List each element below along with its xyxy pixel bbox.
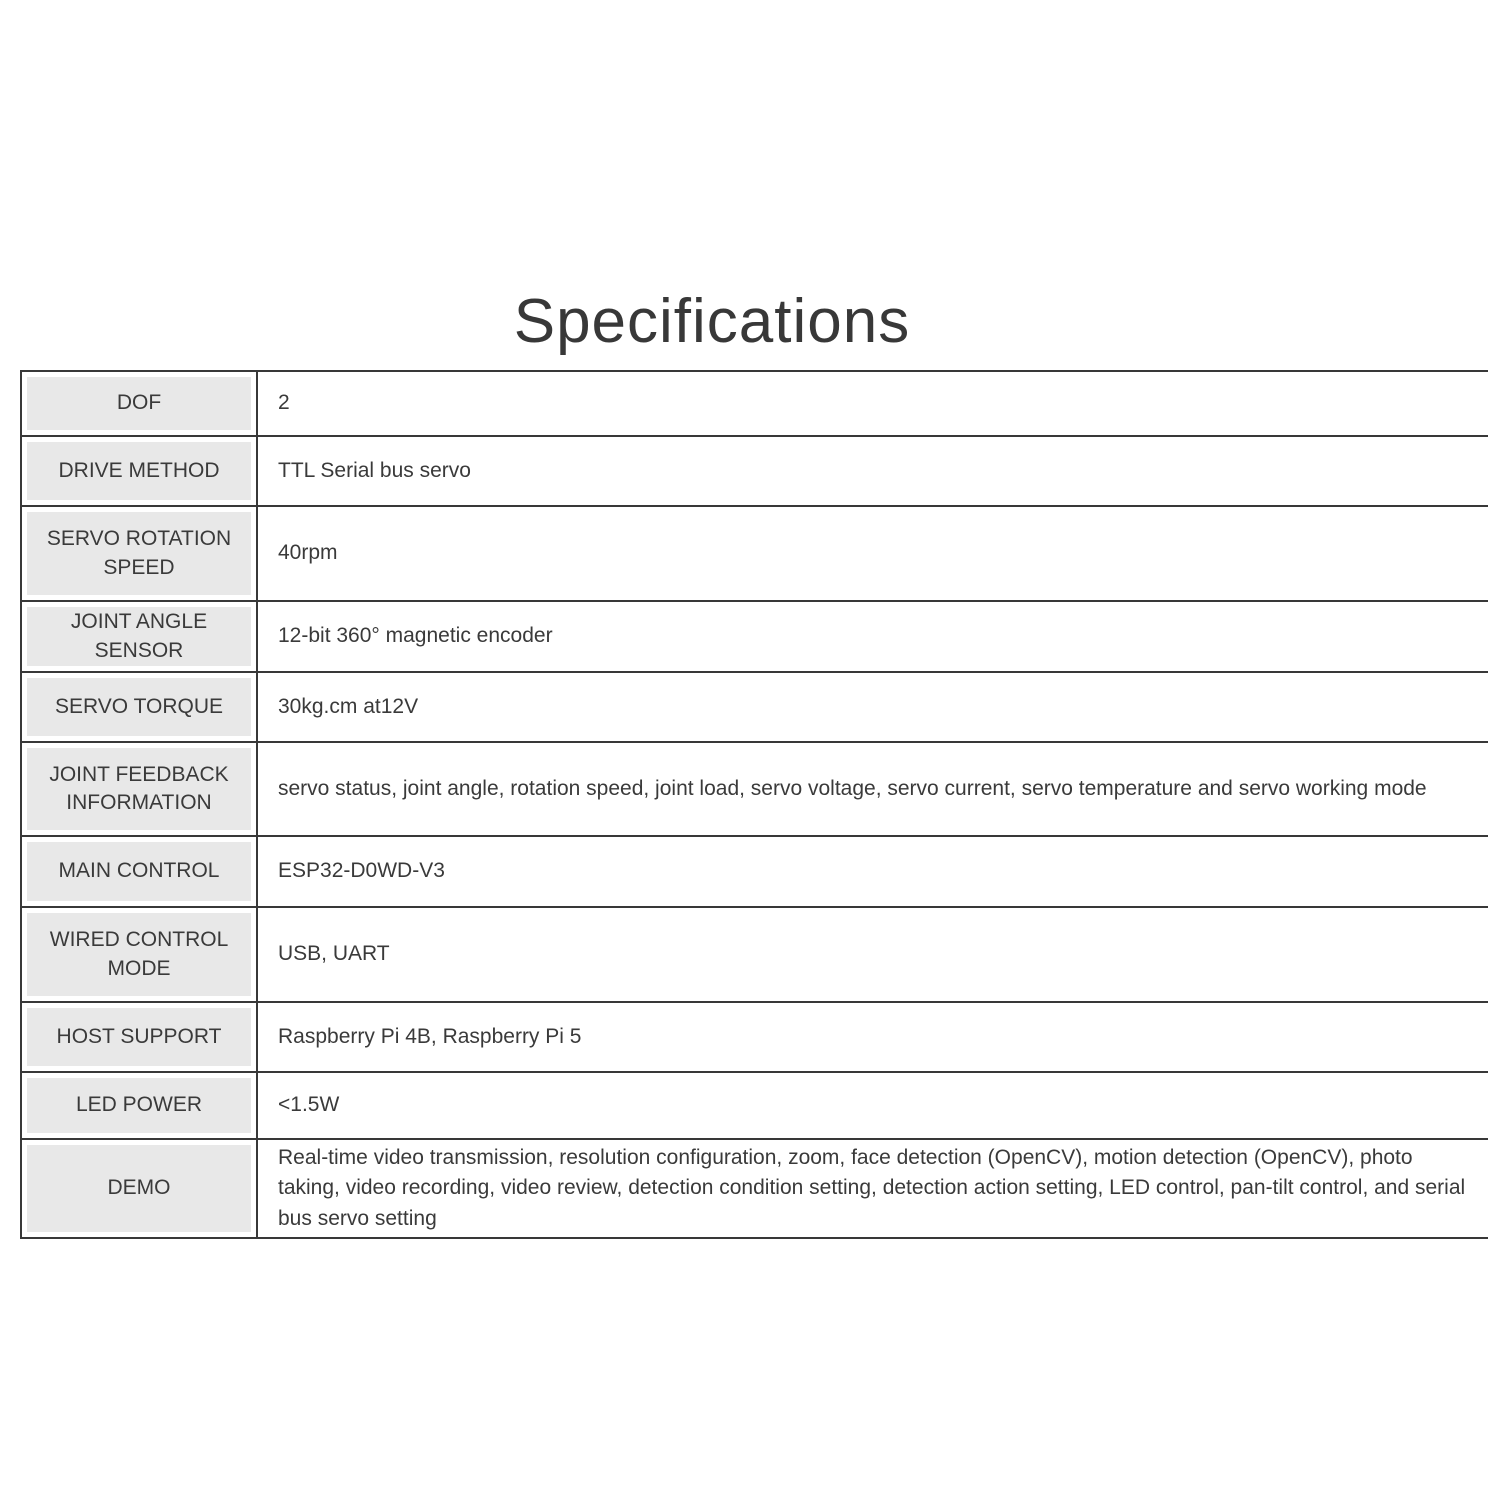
spec-label-cell: [22, 437, 258, 505]
table-row-drive-method: [22, 437, 1488, 507]
table-row-led-power: [22, 1073, 1488, 1140]
spec-label-cell: [22, 908, 258, 1001]
table-row-host-support: [22, 1003, 1488, 1073]
table-row-main-control: [22, 837, 1488, 908]
spec-label-cell: [22, 837, 258, 906]
spec-label-cell: [22, 1003, 258, 1071]
spec-label: SERVO ROTATION SPEED: [27, 512, 251, 595]
spec-value: <1.5W: [278, 1093, 340, 1117]
spec-value: TTL Serial bus servo: [278, 458, 471, 482]
spec-label: JOINT FEEDBACK INFORMATION: [27, 748, 251, 830]
spec-label: DEMO: [27, 1145, 251, 1232]
spec-value: 2: [278, 391, 290, 415]
table-row-joint-feedback-information: [22, 743, 1488, 837]
spec-value: 40rpm: [278, 541, 338, 565]
spec-label-cell: [22, 673, 258, 741]
spec-value: servo status, joint angle, rotation speed, joint load, servo voltage, servo current, servo temperature and servo working mode: [278, 776, 1427, 800]
spec-value: USB, UART: [278, 942, 390, 966]
table-row-demo: [22, 1140, 1488, 1237]
spec-label: DOF: [27, 377, 251, 430]
table-row-servo-rotation-speed: [22, 507, 1488, 602]
spec-label-cell: [22, 602, 258, 671]
spec-label: WIRED CONTROL MODE: [27, 913, 251, 996]
spec-label: DRIVE METHOD: [27, 442, 251, 500]
table-row-dof: [22, 372, 1488, 437]
spec-value: 12-bit 360° magnetic encoder: [278, 624, 553, 648]
spec-label: JOINT ANGLE SENSOR: [27, 607, 251, 666]
spec-value: 30kg.cm at12V: [278, 694, 419, 718]
spec-value: Raspberry Pi 4B, Raspberry Pi 5: [278, 1024, 582, 1048]
specifications-table: [20, 370, 1488, 1239]
spec-value: ESP32-D0WD-V3: [278, 859, 445, 883]
table-row-wired-control-mode: [22, 908, 1488, 1003]
table-row-joint-angle-sensor: [22, 602, 1488, 673]
spec-value: Real-time video transmission, resolution configuration, zoom, face detection (OpenCV), motion detection (OpenCV), photo taking, video recording, video review, detection condition setting, detection action setting, LED control, pan-tilt control, and serial bus servo setting: [278, 1145, 1466, 1230]
spec-label: MAIN CONTROL: [27, 842, 251, 901]
spec-label-cell: [22, 1073, 258, 1138]
spec-label-cell: [22, 372, 258, 435]
spec-label-cell: [22, 507, 258, 600]
spec-label: LED POWER: [27, 1078, 251, 1133]
spec-label: SERVO TORQUE: [27, 678, 251, 736]
spec-label-cell: [22, 743, 258, 835]
spec-label: HOST SUPPORT: [27, 1008, 251, 1066]
page-title: Specifications: [513, 287, 911, 356]
spec-label-cell: [22, 1140, 258, 1237]
table-row-servo-torque: [22, 673, 1488, 743]
